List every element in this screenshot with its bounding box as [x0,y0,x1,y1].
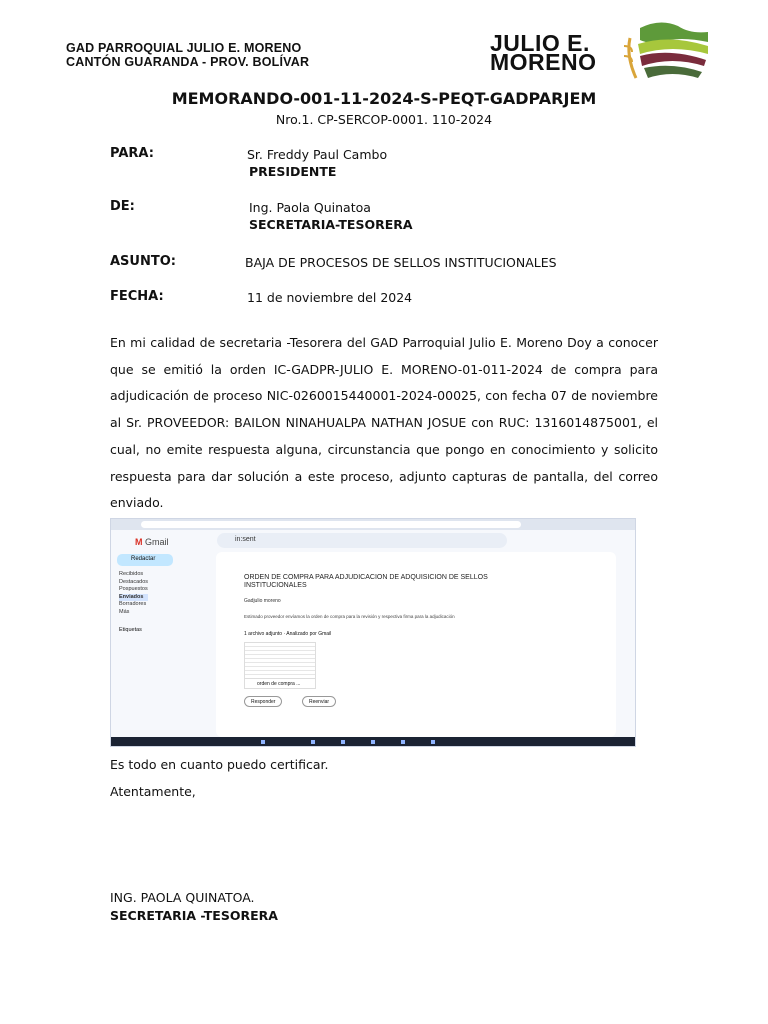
nav-item-active: Enviados [119,594,148,602]
nav-item: Más [119,608,130,615]
nav-item: Pospuestos [119,586,148,592]
institution-location: CANTÓN GUARANDA - PROV. BOLÍVAR [66,55,310,69]
gmail-m-icon: M [135,537,143,547]
institution-name: GAD PARROQUIAL JULIO E. MORENO [66,41,302,55]
attachments-label: 1 archivo adjunto · Analizado por Gmail [244,631,332,637]
logo-line-1: JULIO E. [490,30,590,56]
nav-item: Recibidos [119,571,144,577]
signer-name: ING. PAOLA QUINATOA. [110,890,255,905]
de-role: SECRETARIA-TESORERA [249,217,413,232]
gmail-logo [135,537,169,547]
para-label: PARA: [110,146,154,161]
windows-taskbar [111,737,635,746]
labels-heading: Etiquetas [119,627,142,633]
de-label: DE: [110,199,135,214]
para-name: Sr. Freddy Paul Cambo [247,147,388,162]
de-name: Ing. Paola Quinatoa [249,200,371,215]
browser-chrome [111,519,635,530]
memo-number: Nro.1. CP-SERCOP-0001. 110-2024 [275,112,493,127]
fecha-label: FECHA: [110,289,164,304]
email-subject: ORDEN DE COMPRA PARA ADJUDICACION DE ADQUISICION DE SELLOS INSTITUCIONALES [244,574,488,589]
gmail-wordmark: Gmail [145,537,169,547]
logo-line-2: MORENO [490,49,597,75]
side-rail [621,552,635,737]
forward-button: Reenviar [302,696,336,707]
closing-salutation: Atentamente, [110,784,196,799]
para-role: PRESIDENTE [249,164,337,179]
address-bar [141,521,521,528]
closing-certification: Es todo en cuanto puedo certificar. [110,757,329,772]
attachment-name: orden de compra ... [244,678,316,689]
gmail-nav [119,571,148,616]
asunto-label: ASUNTO: [110,254,176,269]
parish-logo [490,12,710,82]
gmail-search: in:sent [217,533,507,548]
email-snippet: Estimado proveedor envíamos la orden de compra para la revisión y respectiva firma para la adjudicación [244,614,455,619]
asunto-value: BAJA DE PROCESOS DE SELLOS INSTITUCIONALES [245,255,557,270]
email-sender: Gadjulio moreno [244,598,281,604]
landscape-emblem-icon [490,12,710,82]
signer-role: SECRETARIA -TESORERA [110,908,278,923]
memo-title: MEMORANDO-001-11-2024-S-PEQT-GADPARJEM [171,89,597,108]
reply-button: Responder [244,696,282,707]
memo-body-paragraph: En mi calidad de secretaria -Tesorera del GAD Parroquial Julio E. Moreno Doy a conocer que se emitió la orden IC-GADPR-JULIO E. MORENO-01-011-2024 de compra para adjudicación de proceso NIC-0260015440001-2024-00025, con fecha 07 de noviembre al Sr. PROVEEDOR: BAILON NINAHUALPA NATHAN JOSUE con RUC: 1316014875001, el cual, no emite respuesta alguna, circunstancia que pongo en conocimiento y solicito respuesta para dar solución a este proceso, adjunto capturas de pantalla, del correo enviado. [110,335,658,511]
nav-item: Borradores [119,601,147,607]
email-panel [216,552,616,737]
email-screenshot [110,518,636,747]
letterhead-institution [66,41,309,69]
nav-item: Destacados [119,578,149,585]
fecha-value: 11 de noviembre del 2024 [247,290,413,305]
compose-button: Redactar [117,554,173,566]
